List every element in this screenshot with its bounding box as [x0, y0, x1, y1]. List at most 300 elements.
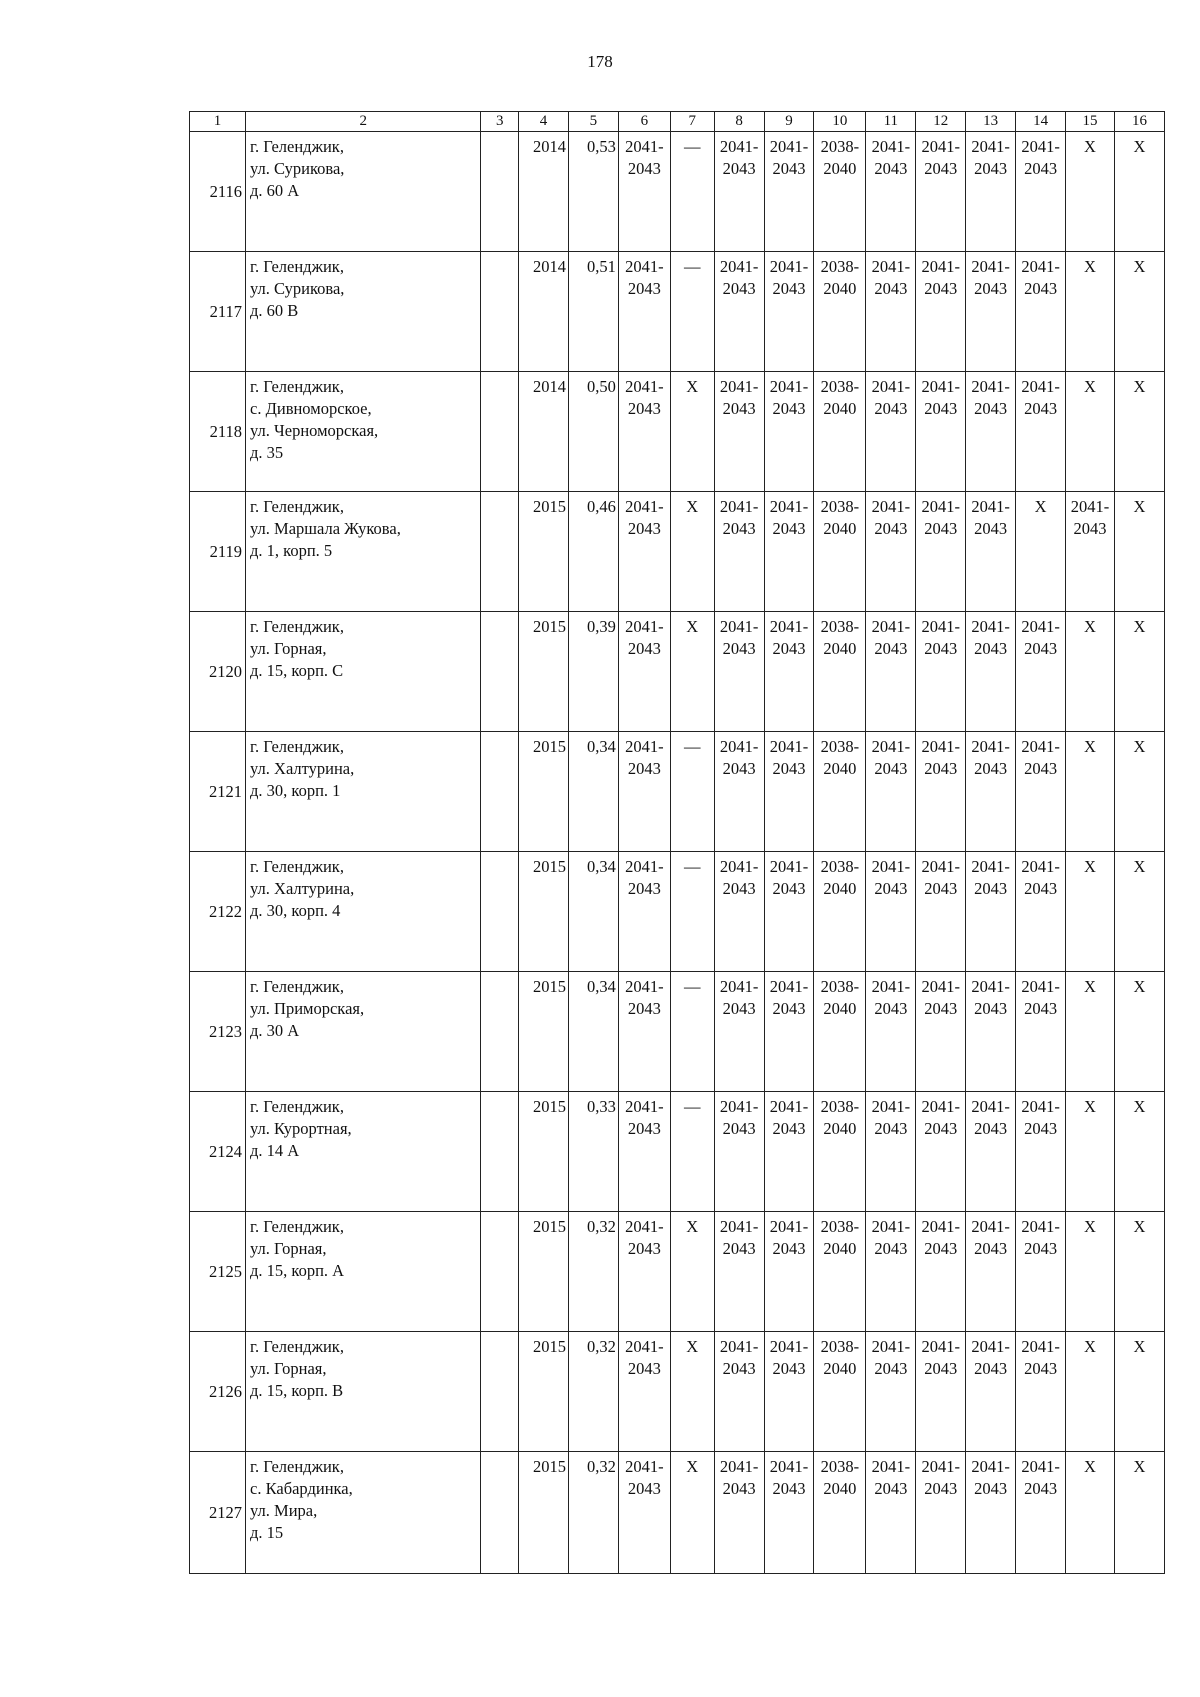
- period-line: 2041-: [769, 497, 809, 516]
- column-header: 5: [568, 112, 618, 132]
- period-line: 2041-: [1021, 137, 1060, 156]
- period-cell-15: [1066, 972, 1115, 1092]
- period-cell-11: [866, 852, 916, 972]
- period-line: 2043: [974, 1239, 1008, 1258]
- period-line: 2041-: [921, 497, 960, 516]
- address-cell: [246, 1332, 481, 1452]
- period-cell-13: [966, 252, 1016, 372]
- period-line: 2041-: [871, 257, 911, 276]
- period-line: 2043: [1024, 999, 1058, 1018]
- period-cell-15: [1066, 852, 1115, 972]
- period-line: 2043: [627, 879, 661, 898]
- address-cell: [246, 132, 481, 252]
- period-cell-11: [866, 1092, 916, 1212]
- period-cell-10: [814, 492, 866, 612]
- period-cell-6: [618, 972, 670, 1092]
- period-cell-12: [916, 252, 966, 372]
- row-number-cell: 2120: [190, 612, 246, 732]
- period-line: 2043: [874, 759, 908, 778]
- period-line: 2041-: [625, 977, 664, 996]
- period-line: 2043: [722, 159, 756, 178]
- table-row: [190, 1332, 1165, 1452]
- period-cell-14: [1016, 1332, 1066, 1452]
- column-header: 14: [1016, 112, 1066, 132]
- period-line: 2041-: [719, 737, 759, 756]
- period-cell-7: X: [670, 492, 714, 612]
- period-cell-9: [764, 252, 814, 372]
- period-cell-13: [966, 732, 1016, 852]
- period-line: 2038-: [820, 257, 860, 276]
- period-line: 2041-: [971, 1217, 1010, 1236]
- period-line: X: [1133, 497, 1146, 516]
- address-cell: [246, 612, 481, 732]
- period-cell-6: [618, 1452, 670, 1574]
- period-cell-12: [916, 1452, 966, 1574]
- period-line: X: [1084, 1217, 1096, 1236]
- period-line: 2041-: [769, 377, 809, 396]
- column-header: 4: [519, 112, 569, 132]
- period-cell-14: [1016, 852, 1066, 972]
- row-number-cell: 2124: [190, 1092, 246, 1212]
- period-cell-7: X: [670, 372, 714, 492]
- period-cell-9: [764, 132, 814, 252]
- period-line: 2043: [924, 159, 958, 178]
- address-line: г. Геленджик,: [250, 257, 344, 276]
- period-cell-8: [714, 1452, 764, 1574]
- period-cell-6: [618, 852, 670, 972]
- period-line: 2041-: [971, 1097, 1010, 1116]
- period-line: 2041-: [625, 617, 664, 636]
- period-line: 2043: [722, 1239, 756, 1258]
- period-line: 2043: [1024, 1479, 1058, 1498]
- period-line: 2041-: [921, 1217, 960, 1236]
- period-line: X: [1133, 737, 1146, 756]
- period-line: 2043: [924, 1119, 958, 1138]
- row-number-cell: 2127: [190, 1452, 246, 1574]
- period-line: 2041-: [871, 1457, 911, 1476]
- period-cell-9: [764, 1212, 814, 1332]
- row-number-cell: 2126: [190, 1332, 246, 1452]
- period-cell-9: [764, 972, 814, 1092]
- address-line: ул. Горная,: [250, 639, 327, 658]
- period-line: 2043: [627, 1359, 661, 1378]
- period-line: 2041-: [625, 737, 664, 756]
- period-line: 2043: [924, 519, 958, 538]
- period-cell-8: [714, 1212, 764, 1332]
- period-line: 2043: [722, 1479, 756, 1498]
- column-3-cell: [481, 492, 519, 612]
- table-row: [190, 132, 1165, 252]
- address-line: д. 1, корп. 5: [250, 541, 333, 560]
- table-row: [190, 1212, 1165, 1332]
- period-line: 2041-: [921, 617, 960, 636]
- page-number: 178: [587, 52, 613, 71]
- period-line: 2041-: [971, 1457, 1010, 1476]
- period-line: 2043: [874, 1239, 908, 1258]
- period-cell-7: X: [670, 1452, 714, 1574]
- period-cell-15: [1066, 732, 1115, 852]
- period-line: 2041-: [769, 1097, 809, 1116]
- period-cell-12: [916, 1332, 966, 1452]
- period-line: 2041-: [921, 377, 960, 396]
- period-cell-7: —: [670, 852, 714, 972]
- period-line: 2038-: [820, 1337, 860, 1356]
- period-line: 2043: [722, 999, 756, 1018]
- period-line: 2040: [823, 999, 857, 1018]
- period-cell-13: [966, 1332, 1016, 1452]
- period-cell-8: [714, 612, 764, 732]
- year-cell: 2015: [519, 1452, 569, 1574]
- period-cell-7: —: [670, 252, 714, 372]
- period-cell-11: [866, 972, 916, 1092]
- address-line: ул. Халтурина,: [250, 759, 355, 778]
- table-row: [190, 372, 1165, 492]
- period-cell-11: [866, 492, 916, 612]
- period-line: X: [1133, 617, 1146, 636]
- period-cell-11: [866, 252, 916, 372]
- period-line: 2041-: [871, 977, 911, 996]
- address-cell: [246, 1092, 481, 1212]
- address-cell: [246, 852, 481, 972]
- period-cell-8: [714, 372, 764, 492]
- address-line: г. Геленджик,: [250, 617, 344, 636]
- period-cell-6: [618, 1092, 670, 1212]
- period-cell-15: [1066, 1092, 1115, 1212]
- period-line: 2043: [627, 159, 661, 178]
- period-cell-13: [966, 972, 1016, 1092]
- period-cell-9: [764, 1332, 814, 1452]
- period-cell-8: [714, 852, 764, 972]
- period-line: 2041-: [871, 377, 911, 396]
- year-cell: 2015: [519, 492, 569, 612]
- period-cell-13: [966, 1452, 1016, 1574]
- period-line: 2041-: [971, 497, 1010, 516]
- period-line: 2041-: [971, 857, 1010, 876]
- column-header: 7: [670, 112, 714, 132]
- period-cell-13: [966, 1092, 1016, 1212]
- period-cell-16: [1114, 732, 1164, 852]
- period-cell-13: [966, 852, 1016, 972]
- column-header: 16: [1114, 112, 1164, 132]
- period-line: 2041-: [871, 857, 911, 876]
- period-line: 2041-: [769, 1217, 809, 1236]
- period-line: 2043: [1024, 399, 1058, 418]
- period-line: 2041-: [625, 1457, 664, 1476]
- period-line: 2043: [924, 399, 958, 418]
- period-line: 2043: [722, 1359, 756, 1378]
- period-line: X: [1084, 257, 1096, 276]
- period-line: 2043: [627, 639, 661, 658]
- period-line: 2043: [874, 639, 908, 658]
- period-line: 2043: [974, 1479, 1008, 1498]
- area-cell: 0,39: [568, 612, 618, 732]
- period-line: 2043: [627, 1119, 661, 1138]
- period-line: X: [1133, 1457, 1146, 1476]
- period-line: 2041-: [871, 737, 911, 756]
- period-cell-10: [814, 612, 866, 732]
- period-cell-16: [1114, 612, 1164, 732]
- period-line: 2043: [974, 1359, 1008, 1378]
- period-line: 2040: [823, 1239, 857, 1258]
- period-line: 2041-: [719, 137, 759, 156]
- period-line: 2043: [924, 639, 958, 658]
- period-line: 2043: [722, 639, 756, 658]
- address-cell: [246, 732, 481, 852]
- address-line: г. Геленджик,: [250, 737, 344, 756]
- period-line: 2041-: [719, 377, 759, 396]
- column-3-cell: [481, 132, 519, 252]
- column-3-cell: [481, 1332, 519, 1452]
- period-line: 2041-: [921, 137, 960, 156]
- period-line: 2043: [974, 759, 1008, 778]
- period-cell-14: [1016, 972, 1066, 1092]
- period-line: 2043: [722, 759, 756, 778]
- period-cell-10: [814, 372, 866, 492]
- area-cell: 0,34: [568, 852, 618, 972]
- area-cell: 0,46: [568, 492, 618, 612]
- period-line: X: [1133, 257, 1146, 276]
- address-line: г. Геленджик,: [250, 1337, 344, 1356]
- period-line: 2041-: [1021, 977, 1060, 996]
- period-line: 2043: [772, 759, 806, 778]
- period-cell-16: [1114, 1452, 1164, 1574]
- period-line: 2043: [1024, 1359, 1058, 1378]
- period-cell-15: [1066, 252, 1115, 372]
- period-cell-15: [1066, 612, 1115, 732]
- period-line: 2041-: [1021, 857, 1060, 876]
- period-line: 2038-: [820, 1457, 860, 1476]
- period-line: 2038-: [820, 977, 860, 996]
- period-line: 2041-: [971, 137, 1010, 156]
- period-line: X: [1133, 377, 1146, 396]
- year-cell: 2014: [519, 132, 569, 252]
- period-cell-12: [916, 972, 966, 1092]
- column-3-cell: [481, 1092, 519, 1212]
- period-line: 2041-: [719, 1097, 759, 1116]
- year-cell: 2014: [519, 372, 569, 492]
- period-cell-12: [916, 1212, 966, 1332]
- period-line: 2043: [627, 759, 661, 778]
- period-line: 2041-: [769, 977, 809, 996]
- period-line: 2043: [772, 1119, 806, 1138]
- period-cell-16: [1114, 132, 1164, 252]
- period-cell-7: —: [670, 132, 714, 252]
- period-cell-15: [1066, 1332, 1115, 1452]
- period-line: 2043: [627, 1479, 661, 1498]
- period-line: 2043: [874, 879, 908, 898]
- year-cell: 2015: [519, 1332, 569, 1452]
- address-line: ул. Маршала Жукова,: [250, 519, 401, 538]
- period-line: X: [1084, 617, 1096, 636]
- year-cell: 2014: [519, 252, 569, 372]
- year-cell: 2015: [519, 732, 569, 852]
- period-line: 2043: [772, 1359, 806, 1378]
- column-3-cell: [481, 1452, 519, 1574]
- period-cell-6: [618, 612, 670, 732]
- address-line: ул. Мира,: [250, 1501, 318, 1520]
- period-line: 2041-: [719, 257, 759, 276]
- period-cell-8: [714, 972, 764, 1092]
- period-cell-12: [916, 852, 966, 972]
- period-line: 2040: [823, 1119, 857, 1138]
- period-line: 2043: [974, 159, 1008, 178]
- period-cell-11: [866, 372, 916, 492]
- period-cell-13: [966, 1212, 1016, 1332]
- period-line: 2043: [974, 519, 1008, 538]
- period-cell-10: [814, 1332, 866, 1452]
- period-line: 2040: [823, 639, 857, 658]
- period-cell-16: [1114, 372, 1164, 492]
- period-line: X: [1133, 977, 1146, 996]
- period-cell-14: [1016, 1212, 1066, 1332]
- period-line: 2043: [722, 879, 756, 898]
- period-line: 2043: [874, 399, 908, 418]
- period-cell-6: [618, 1332, 670, 1452]
- period-cell-14: [1016, 732, 1066, 852]
- period-line: X: [1084, 737, 1096, 756]
- period-line: 2043: [874, 1479, 908, 1498]
- period-line: 2043: [974, 879, 1008, 898]
- period-line: 2040: [823, 519, 857, 538]
- address-cell: [246, 1452, 481, 1574]
- row-number-cell: 2125: [190, 1212, 246, 1332]
- period-cell-8: [714, 492, 764, 612]
- period-cell-16: [1114, 1212, 1164, 1332]
- address-cell: [246, 492, 481, 612]
- period-line: 2041-: [719, 1337, 759, 1356]
- period-cell-16: [1114, 1092, 1164, 1212]
- area-cell: 0,51: [568, 252, 618, 372]
- period-line: 2043: [772, 879, 806, 898]
- period-line: 2041-: [625, 1217, 664, 1236]
- period-cell-9: [764, 732, 814, 852]
- period-line: 2043: [772, 1479, 806, 1498]
- column-3-cell: [481, 612, 519, 732]
- column-header: 12: [916, 112, 966, 132]
- area-cell: 0,34: [568, 732, 618, 852]
- area-cell: 0,32: [568, 1452, 618, 1574]
- period-line: X: [1133, 1337, 1146, 1356]
- address-line: д. 30 А: [250, 1021, 300, 1040]
- address-cell: [246, 1212, 481, 1332]
- period-line: 2043: [874, 999, 908, 1018]
- address-line: ул. Халтурина,: [250, 879, 355, 898]
- period-line: 2041-: [1021, 1217, 1060, 1236]
- period-line: X: [1084, 1337, 1096, 1356]
- period-line: 2038-: [820, 857, 860, 876]
- address-cell: [246, 972, 481, 1092]
- period-cell-14: [1016, 252, 1066, 372]
- period-line: 2041-: [625, 257, 664, 276]
- table-row: [190, 1092, 1165, 1212]
- period-line: 2040: [823, 399, 857, 418]
- period-line: 2040: [823, 279, 857, 298]
- row-number-cell: 2123: [190, 972, 246, 1092]
- address-line: ул. Приморская,: [250, 999, 365, 1018]
- period-cell-16: [1114, 252, 1164, 372]
- year-cell: 2015: [519, 612, 569, 732]
- address-line: г. Геленджик,: [250, 1217, 344, 1236]
- period-line: 2038-: [820, 1217, 860, 1236]
- period-line: 2043: [874, 1119, 908, 1138]
- table-row: [190, 732, 1165, 852]
- row-number-cell: 2118: [190, 372, 246, 492]
- period-line: 2040: [823, 1359, 857, 1378]
- row-number-cell: 2121: [190, 732, 246, 852]
- column-3-cell: [481, 252, 519, 372]
- period-line: 2043: [1024, 279, 1058, 298]
- period-line: 2043: [772, 639, 806, 658]
- period-line: 2043: [924, 279, 958, 298]
- address-line: д. 15, корп. С: [250, 661, 344, 680]
- address-line: ул. Курортная,: [250, 1119, 352, 1138]
- housing-register-table: [189, 111, 1165, 1574]
- period-line: 2041-: [625, 377, 664, 396]
- year-cell: 2015: [519, 972, 569, 1092]
- row-number-cell: 2122: [190, 852, 246, 972]
- period-line: 2043: [874, 279, 908, 298]
- column-header: 11: [866, 112, 916, 132]
- period-line: 2043: [974, 399, 1008, 418]
- column-3-cell: [481, 972, 519, 1092]
- period-cell-11: [866, 1452, 916, 1574]
- period-line: 2041-: [625, 1097, 664, 1116]
- period-line: 2043: [1024, 1119, 1058, 1138]
- table-row: [190, 492, 1165, 612]
- period-line: 2043: [974, 279, 1008, 298]
- column-header: 1: [190, 112, 246, 132]
- period-cell-15: [1066, 132, 1115, 252]
- column-header: 3: [481, 112, 519, 132]
- period-line: 2043: [924, 1359, 958, 1378]
- address-line: с. Кабардинка,: [250, 1479, 353, 1498]
- area-cell: 0,34: [568, 972, 618, 1092]
- period-line: 2038-: [820, 497, 860, 516]
- period-line: 2041-: [971, 977, 1010, 996]
- address-line: с. Дивноморское,: [250, 399, 372, 418]
- period-line: 2041-: [1021, 257, 1060, 276]
- period-line: 2038-: [820, 617, 860, 636]
- address-line: д. 15, корп. В: [250, 1381, 344, 1400]
- period-line: 2041-: [971, 257, 1010, 276]
- period-cell-6: [618, 732, 670, 852]
- period-cell-13: [966, 612, 1016, 732]
- address-line: г. Геленджик,: [250, 1097, 344, 1116]
- period-line: 2041-: [1021, 617, 1060, 636]
- column-header: 9: [764, 112, 814, 132]
- year-cell: 2015: [519, 1212, 569, 1332]
- period-cell-10: [814, 1212, 866, 1332]
- period-cell-12: [916, 612, 966, 732]
- period-cell-14: [1016, 372, 1066, 492]
- period-line: 2041-: [719, 1457, 759, 1476]
- period-cell-11: [866, 1332, 916, 1452]
- period-line: 2041-: [769, 1337, 809, 1356]
- period-line: 2041-: [1021, 1457, 1060, 1476]
- period-cell-10: [814, 972, 866, 1092]
- period-line: 2043: [874, 519, 908, 538]
- row-number-cell: 2116: [190, 132, 246, 252]
- period-line: 2041-: [971, 617, 1010, 636]
- period-cell-14: [1016, 1452, 1066, 1574]
- address-line: г. Геленджик,: [250, 497, 344, 516]
- period-line: 2043: [627, 1239, 661, 1258]
- period-cell-6: [618, 1212, 670, 1332]
- period-line: 2041-: [1021, 1097, 1060, 1116]
- period-cell-15: [1066, 1452, 1115, 1574]
- area-cell: 0,33: [568, 1092, 618, 1212]
- period-line: 2043: [924, 879, 958, 898]
